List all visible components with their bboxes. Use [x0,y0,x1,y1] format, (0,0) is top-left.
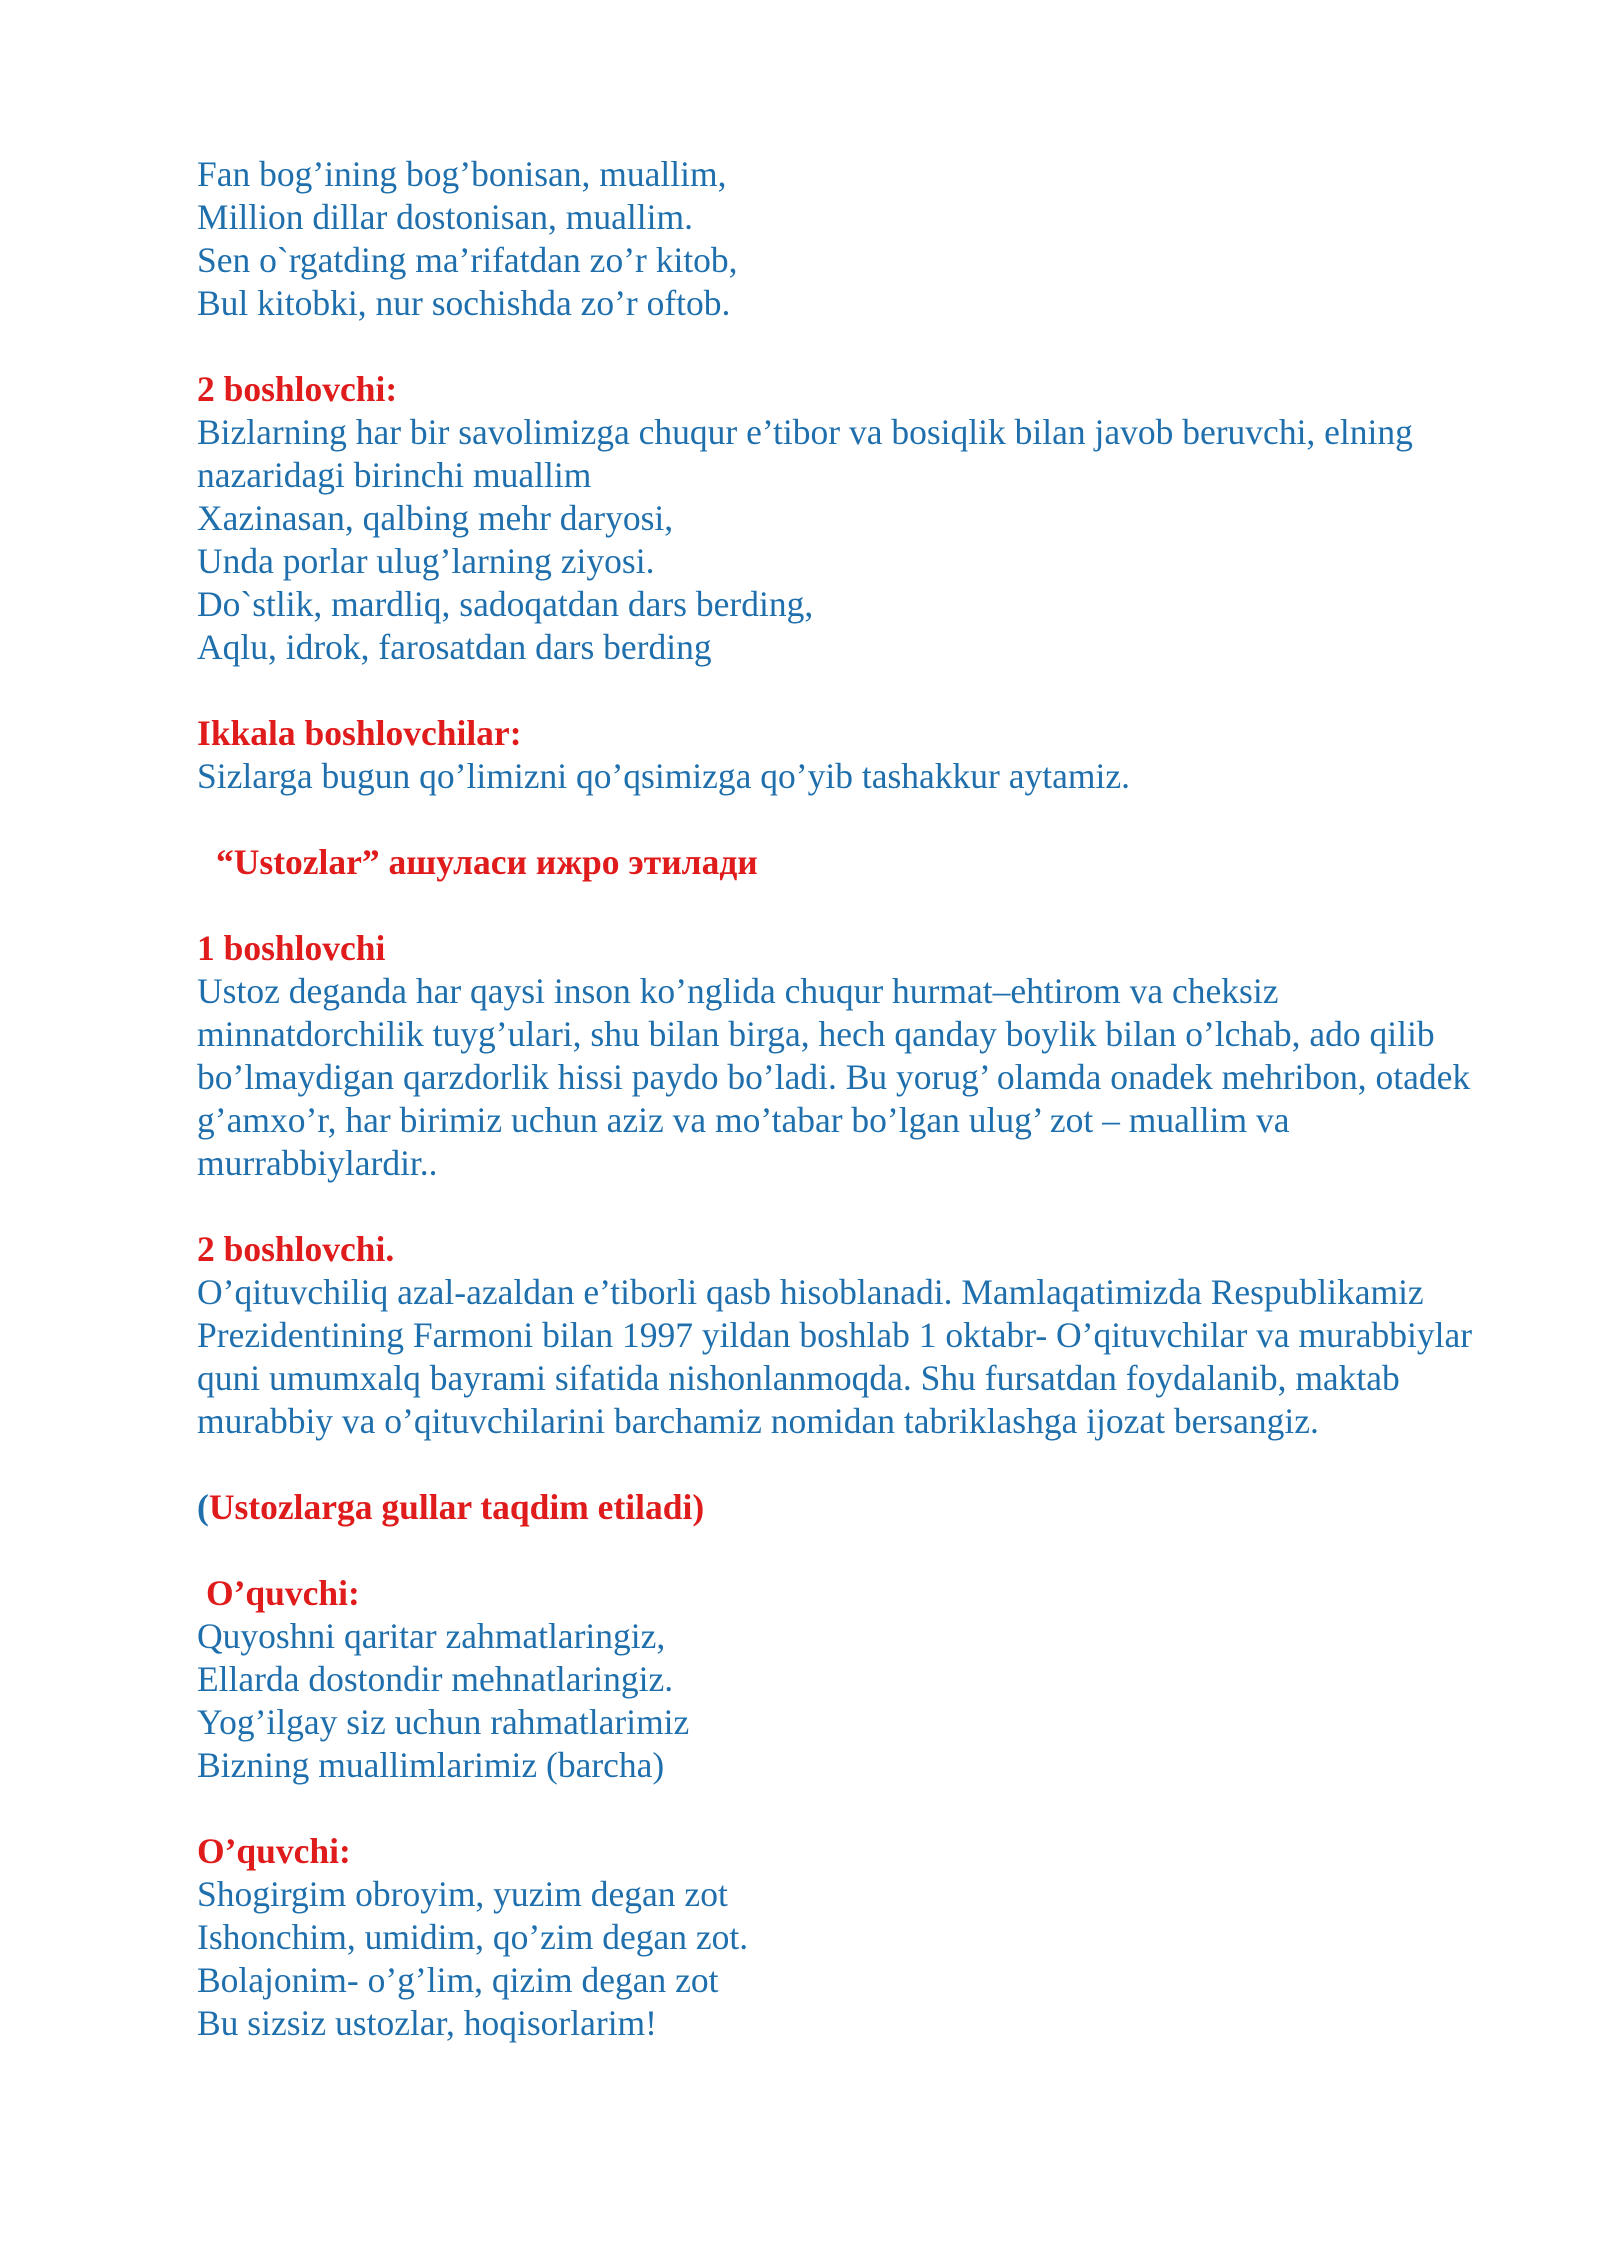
stage-direction [197,1486,1497,1529]
document-content [197,153,1497,2045]
poem-line: Fan bog’ining bog’bonisan, muallim, [197,154,727,194]
poem-line: Quyoshni qaritar zahmatlaringiz, [197,1616,666,1656]
speaker-heading: 1 boshlovchi [197,928,386,968]
spacer [197,884,1497,927]
poem-line: Unda porlar ulug’larning ziyosi. [197,541,655,581]
stage-direction-text: Ustozlarga gullar taqdim etiladi) [208,1487,705,1527]
spacer [197,1787,1497,1830]
spacer [197,1529,1497,1572]
open-paren: ( [197,1487,209,1527]
poem-line: Yog’ilgay siz uchun rahmatlarimiz [197,1702,690,1742]
spacer [197,1443,1497,1486]
poem-line: Bolajonim- o’g’lim, qizim degan zot [197,1960,719,2000]
poem-line: Sen o`rgatding ma’rifatdan zo’r kitob, [197,240,738,280]
speech-paragraph: Ustoz deganda har qaysi inson ko’nglida chuqur hurmat–ehtirom va cheksiz minnatdorchilik tuyg’ulari, shu bilan birga, hech qanday boylik bilan o’lchab, ado qilib bo’lmaydigan qarzdorlik hissi paydo bo’ladi. Bu yorug’ olamda onadek mehribon, otadek g’amxo’r, har birimiz uchun aziz va mo’tabar bo’lgan ulug’ zot – muallim va murrabbiylardir.. [197,971,1471,1183]
spacer [197,325,1497,368]
poem-line: Million dillar dostonisan, muallim. [197,197,693,237]
poem-line: Bu sizsiz ustozlar, hoqisorlarim! [197,2003,657,2043]
poem-line: Bul kitobki, nur sochishda zo’r oftob. [197,283,731,323]
speaker-heading: 2 boshlovchi: [197,369,398,409]
section-intro: Bizlarning har bir savolimizga chuqur e’tibor va bosiqlik bilan javob beruvchi, elning nazaridagi birinchi muallim [197,412,1413,495]
spacer [197,1185,1497,1228]
poem-line: Do`stlik, mardliq, sadoqatdan dars berding, [197,584,814,624]
poem-line: Ellarda dostondir mehnatlaringiz. [197,1659,674,1699]
speaker-heading: O’quvchi: [206,1573,360,1613]
poem-line: Xazinasan, qalbing mehr daryosi, [197,498,674,538]
poem-line: Aqlu, idrok, farosatdan dars berding [197,627,712,667]
speaker-heading: O’quvchi: [197,1831,351,1871]
poem-line: Bizning muallimlarimiz (barcha) [197,1745,665,1785]
spacer [197,669,1497,712]
speech-text: Sizlarga bugun qo’limizni qo’qsimizga qo’yib tashakkur aytamiz. [197,756,1130,796]
poem-line: Ishonchim, umidim, qo’zim degan zot. [197,1917,749,1957]
speech-paragraph: O’qituvchiliq azal-azaldan e’tiborli qasb hisoblanadi. Mamlaqatimizda Respublikamiz Prezidentining Farmoni bilan 1997 yildan boshlab 1 oktabr- O’qituvchilar va murabbiylar quni umumxalq bayrami sifatida nishonlanmoqda. Shu fursatdan foydalanib, maktab murabbiy va o’qituvchilarini barchamiz nomidan tabriklashga ijozat bersangiz. [197,1272,1473,1441]
poem-stanza [197,153,1497,325]
song-note: “Ustozlar” ашуласи ижро этилади [216,842,758,882]
poem-line: Shogirgim obroyim, yuzim degan zot [197,1874,728,1914]
speaker-heading: 2 boshlovchi. [197,1229,395,1269]
speaker-heading: Ikkala boshlovchilar: [197,713,522,753]
spacer [197,798,1497,841]
